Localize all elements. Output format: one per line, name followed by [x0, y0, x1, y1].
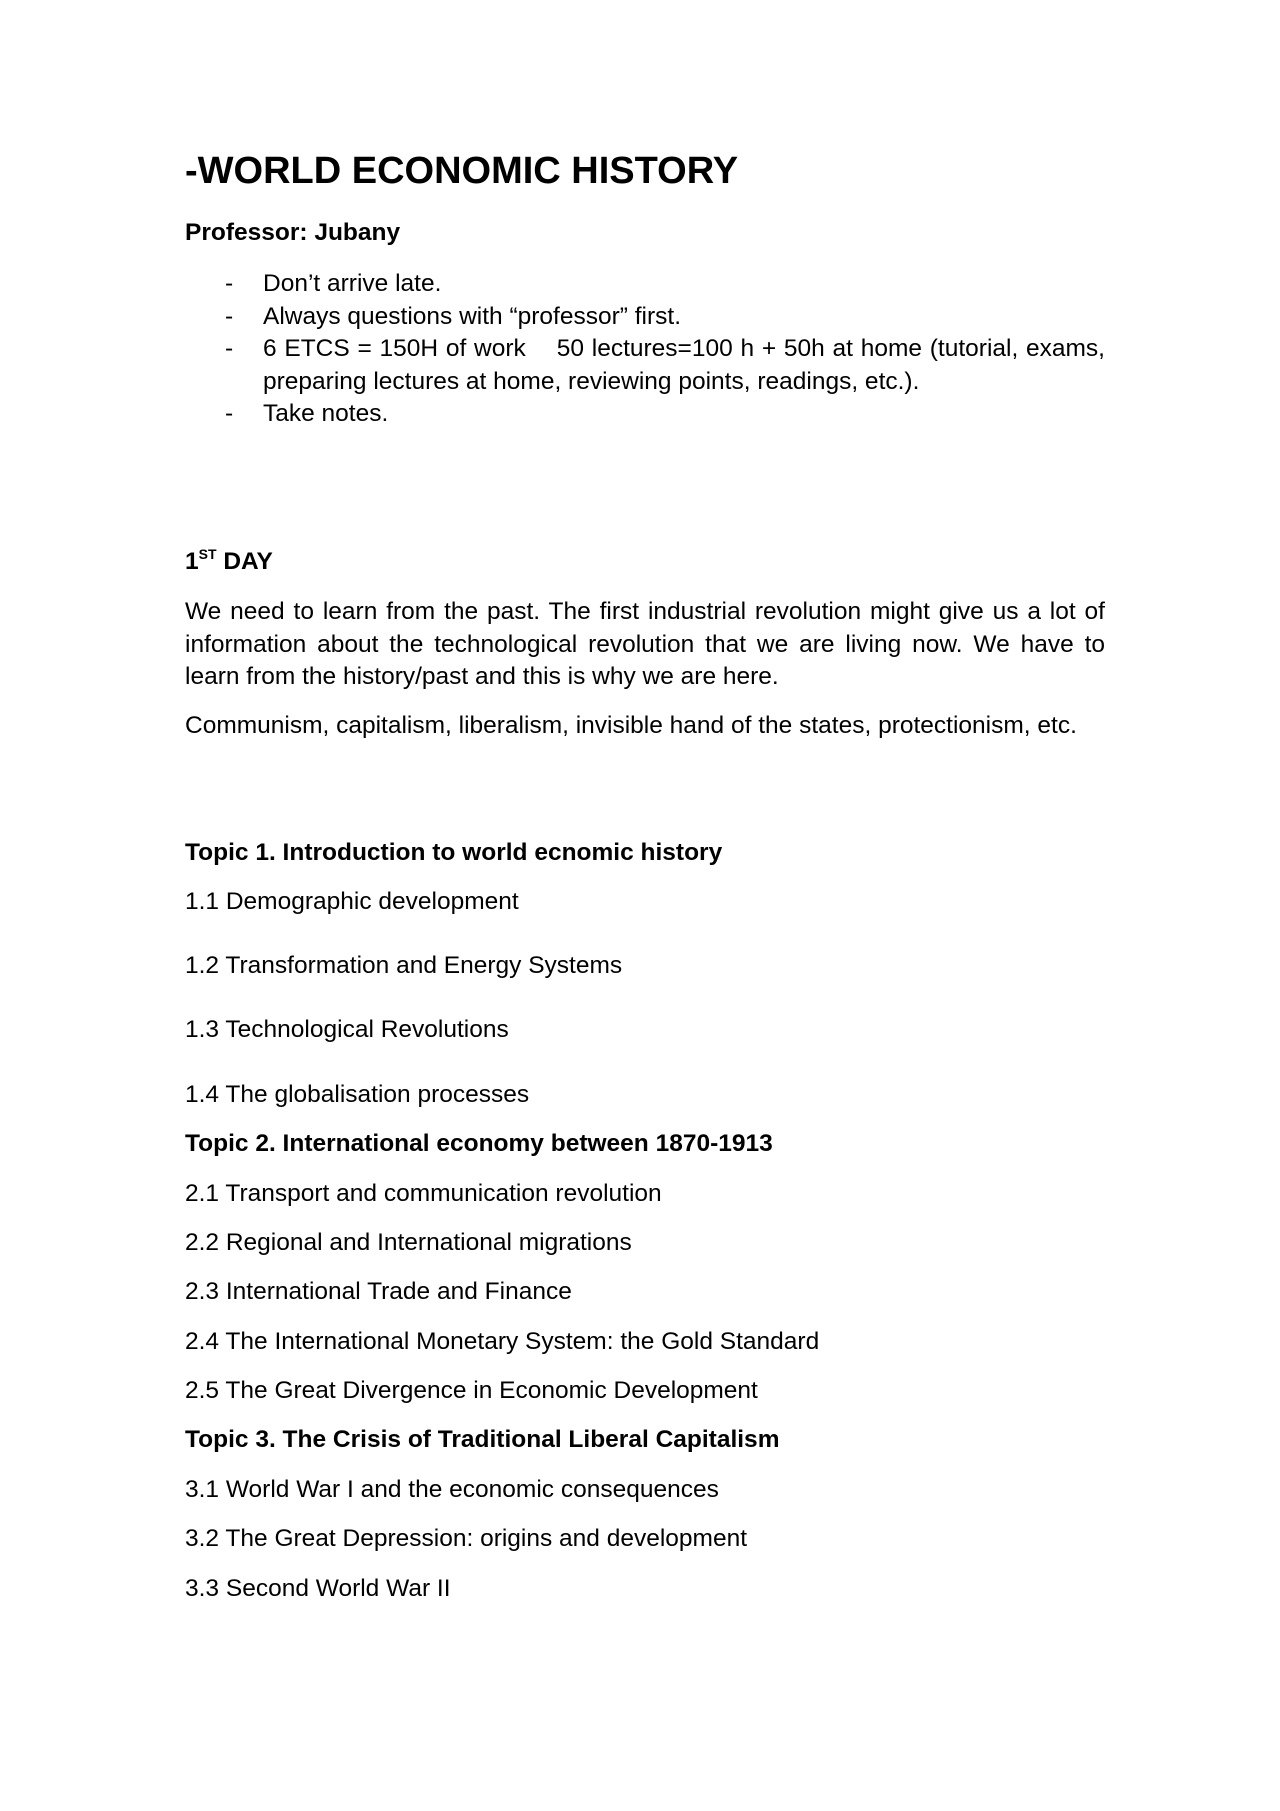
rule-text: Always questions with “professor” first.	[263, 302, 681, 330]
rule-text: 6 ETCS = 150H of work 50 lectures=100 h + 50h at home (tutorial, exams, preparing lectures at home, reviewing points, readings, etc.).	[263, 335, 1112, 395]
rule-item	[185, 333, 1112, 398]
day-suffix: ST	[198, 546, 217, 562]
paragraph-ideologies: Communism, capitalism, liberalism, invisible hand of the states, protectionism, etc.	[185, 712, 1077, 739]
paragraph-intro: We need to learn from the past. The first industrial revolution might give us a lot of information about the technological revolution that we are living now. We have to learn from the history/past and this is why we are here.	[185, 598, 1105, 690]
topic-item: 1.3 Technological Revolutions	[185, 1016, 509, 1043]
professor-line: Professor: Jubany	[185, 219, 401, 246]
rule-item	[185, 398, 1105, 431]
topic-heading: Topic 3. The Crisis of Traditional Liberal Capitalism	[185, 1426, 780, 1453]
rule-text: Take notes.	[263, 400, 389, 427]
topic-item: 2.2 Regional and International migrations	[185, 1229, 632, 1256]
day-label: DAY	[223, 548, 273, 575]
day-heading	[185, 548, 273, 576]
rule-bullet: -	[225, 335, 234, 362]
rule-bullet: -	[225, 400, 234, 427]
document-title: -WORLD ECONOMIC HISTORY	[185, 150, 739, 192]
rule-text: Don’t arrive late.	[263, 270, 442, 297]
topic-item: 1.1 Demographic development	[185, 888, 519, 915]
topic-heading: Topic 1. Introduction to world ecnomic history	[185, 839, 723, 866]
topic-item: 1.2 Transformation and Energy Systems	[185, 952, 623, 979]
topic-item: 3.2 The Great Depression: origins and development	[185, 1525, 748, 1552]
topic-item: 2.5 The Great Divergence in Economic Development	[185, 1377, 758, 1404]
topic-item: 1.4 The globalisation processes	[185, 1081, 530, 1108]
day-number: 1	[185, 548, 199, 575]
topic-heading: Topic 2. International economy between 1870-1913	[185, 1130, 773, 1157]
rules-list	[185, 268, 1112, 431]
topic-item: 2.4 The International Monetary System: the Gold Standard	[185, 1328, 820, 1355]
rule-bullet: -	[225, 302, 234, 330]
rule-item	[185, 268, 1105, 301]
topic-item: 2.1 Transport and communication revolution	[185, 1180, 662, 1207]
topic-item: 3.1 World War I and the economic consequences	[185, 1476, 719, 1503]
topic-item: 2.3 International Trade and Finance	[185, 1278, 572, 1305]
rule-item	[185, 301, 1105, 334]
topic-item: 3.3 Second World War II	[185, 1575, 451, 1602]
rule-bullet: -	[225, 270, 234, 297]
